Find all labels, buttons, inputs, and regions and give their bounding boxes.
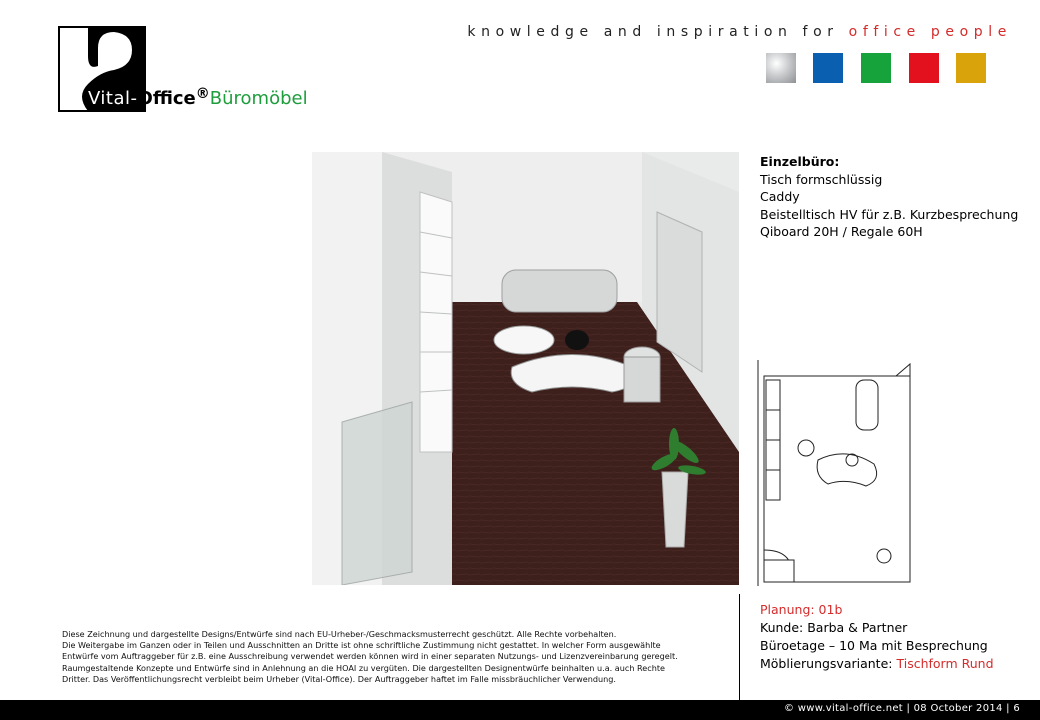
office-render [312,152,739,585]
planning-info [760,601,1030,673]
planning-kunde: Kunde: Barba & Partner [760,620,908,635]
legal-line: Die Weitergabe im Ganzen oder in Teilen und Ausschnitten an Dritte ist ohne schriftliche Zustimmung nicht gestattet. In welcher Form ausgewählte [62,640,661,651]
swatch-green[interactable] [861,53,891,83]
legal-line: Diese Zeichnung und dargestellte Designs/Entwürfe sind nach EU-Urheber-/Geschmacksmusterrecht geschützt. Alle Rechte vorbehalten. [62,629,617,639]
planning-etage: Büroetage – 10 Ma mit Besprechung [760,638,988,653]
logo-registered: ® [195,86,210,102]
planning-variante-label: Möblierungsvariante: [760,656,897,671]
legal-line: Raumgestaltende Konzepte und Entwürfe sind in Anlehnung an die HOAI zu vergüten. Die dargestellten Designentwürfe beinhalten u.a. auch Rechte [62,662,666,673]
planning-variante-value: Tischform Rund [896,656,994,671]
footer-text: © www.vital-office.net | 08 October 2014 | 6 [783,703,1020,714]
description-line: Beistelltisch HV für z.B. Kurzbesprechung [760,206,1019,222]
divider-line [739,594,740,702]
tagline-accent: office people [848,24,1012,40]
logo-wordmark [88,86,308,109]
description-title: Einzelbüro: [760,154,840,169]
description-block [760,153,1030,241]
company-logo[interactable] [58,26,328,116]
legal-line: Dritter. Das Veröffentlichungsrecht verbleibt beim Urheber (Vital-Office). Der Auftraggeber haftet im Falle missbräuchlicher Verwendung. [62,673,616,684]
description-line: Caddy [760,189,800,204]
legal-notice [62,629,732,685]
description-line: Tisch formschlüssig [760,171,883,187]
swatch-blue[interactable] [813,53,843,83]
legal-line: Entwürfe vom Auftraggeber für z.B. eine Ausschreibung verwendet werden können wird in einer separaten Nutzungs- und Lizenzvereinbarung geregelt. [62,651,678,662]
floor-plan [756,360,916,588]
logo-vital: Vital- [88,88,138,109]
description-line: Qiboard 20H / Regale 60H [760,224,923,239]
swatch-red[interactable] [909,53,939,83]
swatch-silver[interactable] [766,53,796,83]
tagline-main: knowledge and inspiration for [467,24,849,40]
tagline [467,24,1012,40]
logo-bueromoebel: Büromöbel [209,88,308,109]
planning-variante [760,655,1030,673]
swatch-yellow[interactable] [956,53,986,83]
planning-label: Planung: 01b [760,602,843,617]
logo-office: Office [137,88,196,109]
